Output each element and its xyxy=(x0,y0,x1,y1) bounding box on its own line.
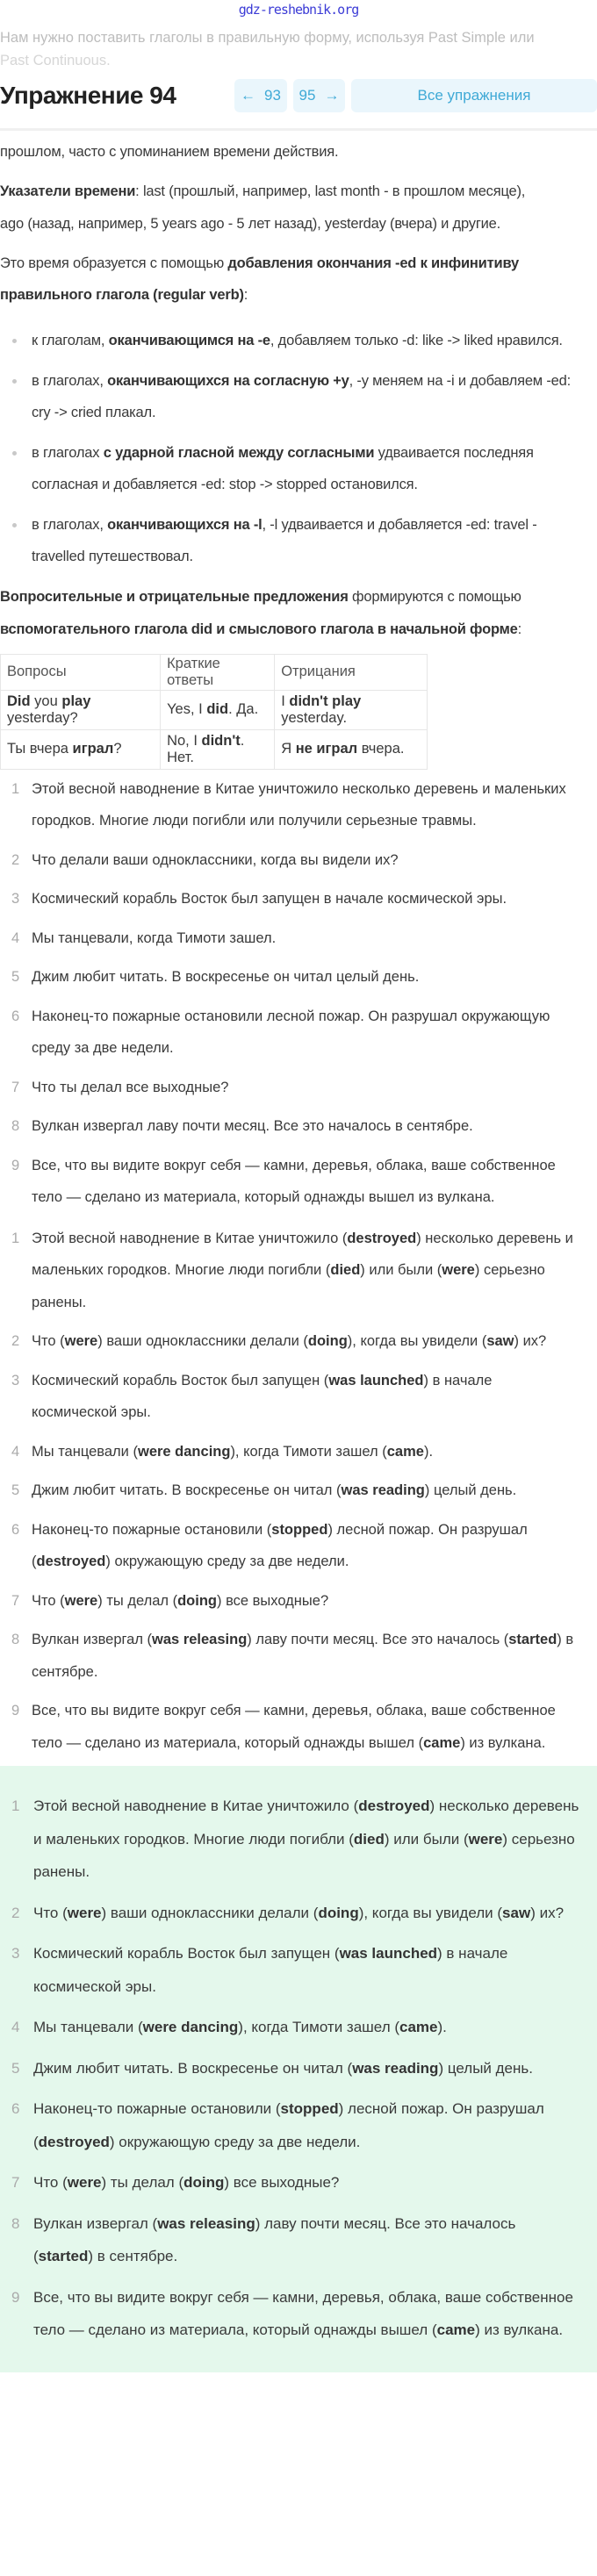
bold-text: came xyxy=(399,2019,438,2035)
task-item xyxy=(0,773,597,837)
task-item xyxy=(0,1001,597,1065)
text-segment: Это время образуется с помощью xyxy=(0,255,228,271)
item-number: 7 xyxy=(11,1592,20,1609)
text-segment: ) ваши одноклассники делали ( xyxy=(97,1333,308,1349)
exercise-intro: Нам нужно поставить глаголы в правильную форму, используя Past Simple или xyxy=(0,30,535,46)
item-text xyxy=(33,2100,544,2150)
text-segment: ) в сентябре. xyxy=(88,2248,178,2264)
task-item xyxy=(0,844,597,877)
answer-item xyxy=(0,1695,597,1759)
text-segment: ) ты делал ( xyxy=(97,1592,178,1609)
bold-text: were dancing xyxy=(137,1443,231,1460)
answer-item xyxy=(0,1436,597,1468)
text-segment: в глаголах, xyxy=(32,372,108,389)
task-item xyxy=(0,961,597,994)
text-segment: ) лесной пожар. Он разрушал ( xyxy=(33,2100,544,2150)
bold-text: вспомогательного глагола did и смыслового глагола в начальной форме xyxy=(0,621,518,637)
text-segment: ) лаву почти месяц. Все это началось ( xyxy=(33,2214,516,2264)
answer-item xyxy=(0,1475,597,1507)
bold-text: destroyed xyxy=(347,1230,417,1246)
bold-text: doing xyxy=(318,1904,359,1921)
item-text xyxy=(32,1632,573,1680)
bold-text: didn't play xyxy=(289,692,362,709)
bold-text: Указатели времени xyxy=(0,183,136,199)
text-segment: ) в сентябре. xyxy=(32,1632,574,1680)
text-segment: ) или были ( xyxy=(384,1830,469,1848)
item-text xyxy=(32,1008,550,1057)
questions-rule xyxy=(0,581,597,614)
table-cell xyxy=(275,690,428,729)
text-segment: Наконец-то пожарные остановили лесной пожар. Он разрушал окружающую среду за две недели. xyxy=(32,1008,550,1056)
text-segment: Вулкан извергал ( xyxy=(32,1632,153,1647)
bold-text: оканчивающимся на -e xyxy=(108,333,270,348)
bold-text: started xyxy=(38,2248,89,2264)
bold-text: оканчивающихся на -l xyxy=(107,516,263,533)
bold-text: were xyxy=(64,1333,98,1349)
bold-text: Вопросительные и отрицательные предложения xyxy=(0,588,349,605)
rule-bullet xyxy=(0,325,597,357)
item-number: 8 xyxy=(11,1118,20,1134)
item-number: 5 xyxy=(11,1482,20,1498)
column-header: Краткие ответы xyxy=(161,654,275,690)
text-segment: ), когда вы увидели ( xyxy=(358,1904,503,1921)
answer-item xyxy=(0,1514,597,1578)
text-segment: в глаголах xyxy=(32,444,104,461)
text-segment: Этой весной наводнение в Китае уничтожило ( xyxy=(33,1797,359,1814)
all-exercises-label: Все упражнения xyxy=(417,87,531,104)
rule-bullet xyxy=(0,509,597,573)
text-segment: ) лесной пожар. Он разрушал ( xyxy=(32,1521,528,1569)
column-header: Отрицания xyxy=(275,654,428,690)
item-text xyxy=(33,1905,564,1921)
item-number: 1 xyxy=(11,1797,20,1814)
item-number: 6 xyxy=(11,1521,20,1538)
item-text xyxy=(32,1703,556,1751)
answer-list-highlighted xyxy=(0,1790,597,2347)
bold-text: was launched xyxy=(328,1372,424,1388)
item-text xyxy=(32,1158,556,1206)
text-segment: : xyxy=(243,287,248,303)
text-segment: к глаголам, xyxy=(32,333,109,348)
bold-text: не играл xyxy=(295,741,358,757)
item-number: 4 xyxy=(11,2019,20,2035)
header-divider xyxy=(0,128,597,131)
bold-text: came xyxy=(386,1443,424,1460)
answer-item xyxy=(0,2166,597,2199)
text-segment: No, I xyxy=(167,732,202,749)
text-segment: ) лаву почти месяц. Все это началось ( xyxy=(247,1632,509,1647)
item-text xyxy=(32,1231,573,1310)
bold-text: Did xyxy=(7,692,31,709)
item-text xyxy=(32,969,419,985)
text-segment: Все, что вы видите вокруг себя — камни, деревья, облака, ваше собственное тело — сделано из материала, который однажды вышел ( xyxy=(33,2288,573,2338)
table-cell xyxy=(161,690,275,729)
text-segment: Джим любит читать. В воскресенье он читал целый день. xyxy=(32,969,420,985)
text-segment: , добавляем только -d: like -> liked нравился. xyxy=(270,333,563,348)
answer-item xyxy=(0,1624,597,1688)
answer-item xyxy=(0,1585,597,1618)
answer-item xyxy=(0,2207,597,2273)
answer-box xyxy=(0,1766,597,2372)
item-text xyxy=(32,1593,328,1609)
item-text xyxy=(33,2215,515,2265)
table-row xyxy=(1,729,428,769)
text-segment: ) целый день. xyxy=(424,1482,517,1498)
time-markers-cont: ago (назад, например, 5 years ago - 5 лет назад), yesterday (вчера) и другие. xyxy=(0,216,501,232)
text-segment: . Нет. xyxy=(167,732,245,765)
bold-text: were dancing xyxy=(142,2019,239,2035)
prev-exercise-button[interactable] xyxy=(234,79,287,112)
text-segment: вчера. xyxy=(357,741,405,757)
text-segment: ? xyxy=(113,741,122,757)
text-segment: ) окружающую среду за две недели. xyxy=(105,1553,349,1569)
text-segment: , -l удваивается и добавляется -ed: travel - travelled путешествовал. xyxy=(32,516,537,564)
text-segment: I xyxy=(281,692,290,709)
item-text xyxy=(32,1333,546,1349)
item-text xyxy=(32,930,276,946)
text-segment: you xyxy=(30,692,62,709)
text-segment: Этой весной наводнение в Китае уничтожило ( xyxy=(32,1230,348,1246)
bold-text: правильного глагола (regular verb) xyxy=(0,287,244,303)
task-item xyxy=(0,1072,597,1104)
text-segment: ) серьезно ранены. xyxy=(33,1830,575,1880)
item-text xyxy=(33,2019,447,2035)
text-segment: Что ты делал все выходные? xyxy=(32,1079,229,1095)
bold-text: died xyxy=(353,1830,385,1848)
next-exercise-label: 95 xyxy=(298,87,316,104)
item-number: 5 xyxy=(11,969,20,985)
text-segment: удваивается последняя согласная и добавляется -ed: stop -> stopped остановился. xyxy=(32,444,534,492)
item-text xyxy=(32,852,399,868)
text-segment: Yes, I xyxy=(167,701,207,717)
item-text xyxy=(33,1797,579,1880)
rule-bullet xyxy=(0,437,597,501)
rule-bullet xyxy=(0,365,597,429)
text-segment: Наконец-то пожарные остановили ( xyxy=(32,1521,272,1538)
text-segment: Наконец-то пожарные остановили ( xyxy=(33,2100,281,2117)
item-text xyxy=(33,2060,533,2077)
item-number: 9 xyxy=(11,1703,20,1719)
text-segment: ) из вулкана. xyxy=(475,2321,564,2338)
text-segment: Космический корабль Восток был запущен ( xyxy=(33,1945,340,1962)
text-segment: в глаголах, xyxy=(32,516,108,533)
item-number: 7 xyxy=(11,1079,20,1095)
bold-text: started xyxy=(508,1632,557,1647)
text-segment: ) из вулкана. xyxy=(460,1734,546,1751)
bold-text: destroyed xyxy=(36,1553,106,1569)
next-exercise-button[interactable] xyxy=(293,79,345,112)
time-markers xyxy=(0,176,597,208)
task-item xyxy=(0,1110,597,1143)
task-item xyxy=(0,1150,597,1214)
item-number: 3 xyxy=(11,1372,20,1388)
text-segment: Мы танцевали ( xyxy=(33,2019,143,2035)
text-segment: Все, что вы видите вокруг себя — камни, деревья, облака, ваше собственное тело — сделано из материала, который однажды вышел из вулкана. xyxy=(32,1157,556,1205)
content xyxy=(0,136,597,2372)
bold-text: destroyed xyxy=(38,2133,110,2150)
answer-list xyxy=(0,1223,597,1760)
answer-item xyxy=(0,1897,597,1930)
table-cell xyxy=(275,729,428,769)
item-number: 3 xyxy=(11,891,20,907)
rule-bullets xyxy=(0,325,597,573)
item-number: 3 xyxy=(11,1945,20,1962)
item-number: 6 xyxy=(11,1008,20,1024)
text-segment: Вулкан извергал ( xyxy=(33,2214,158,2232)
arrow-right-icon: → xyxy=(324,87,340,104)
item-number: 9 xyxy=(11,1157,20,1173)
text-segment: : xyxy=(517,621,521,637)
text-segment: ) их? xyxy=(514,1333,547,1349)
text-segment: ) целый день. xyxy=(438,2059,533,2077)
bold-text: were xyxy=(468,1830,503,1848)
item-text xyxy=(32,1522,528,1570)
formation-paragraph xyxy=(0,248,597,311)
item-number: 4 xyxy=(11,929,20,946)
formation-rule-cont xyxy=(0,279,597,311)
answer-item xyxy=(0,2281,597,2347)
text-segment: Что ( xyxy=(33,1904,68,1921)
text-segment: . Да. xyxy=(228,701,259,717)
text-segment: Ты вчера xyxy=(7,741,73,757)
bold-text: were xyxy=(67,2174,102,2191)
item-number: 8 xyxy=(11,1632,20,1647)
formation-rule xyxy=(0,248,597,279)
bold-text: destroyed xyxy=(358,1797,430,1814)
bold-text: was reading xyxy=(352,2059,439,2077)
text-segment: ) серьезно ранены. xyxy=(32,1262,545,1310)
text-segment: , -y меняем на -i и добавляем -ed: cry -> cried плакал. xyxy=(32,372,571,420)
item-text xyxy=(32,891,507,907)
bold-text: play xyxy=(61,692,91,709)
table-cell xyxy=(161,729,275,769)
task-list xyxy=(0,773,597,1214)
text-segment: ), когда Тимоти зашел ( xyxy=(238,2019,399,2035)
questions-paragraph xyxy=(0,581,597,646)
page-title: Упражнение 94 xyxy=(0,82,176,109)
answer-item xyxy=(0,1365,597,1429)
text-segment: ), когда Тимоти зашел ( xyxy=(230,1443,387,1460)
text-segment: ) ты делал ( xyxy=(101,2174,184,2191)
text-segment: Этой весной наводнение в Китае уничтожило несколько деревень и маленьких городков. Многие люди погибли или получили серьезные травмы. xyxy=(32,780,566,829)
time-markers-paragraph xyxy=(0,176,597,240)
text-segment: Что ( xyxy=(32,1592,65,1609)
text-segment: ) или были ( xyxy=(360,1262,442,1278)
bold-text: was releasing xyxy=(152,1632,248,1647)
item-number: 5 xyxy=(11,2059,20,2077)
text-segment: Все, что вы видите вокруг себя — камни, деревья, облака, ваше собственное тело — сделано из материала, который однажды вышел ( xyxy=(32,1703,556,1751)
text-segment: Мы танцевали, когда Тимоти зашел. xyxy=(32,929,277,946)
bold-text: stopped xyxy=(280,2100,339,2117)
item-number: 1 xyxy=(11,780,20,797)
bold-text: играл xyxy=(72,741,114,757)
table-row xyxy=(1,690,428,729)
exercise-intro-cut: Past Continuous. xyxy=(0,53,111,68)
item-text xyxy=(32,781,566,829)
theory-line: прошлом, часто с упоминанием времени действия. xyxy=(0,144,339,160)
task-item xyxy=(0,922,597,955)
item-number: 2 xyxy=(11,851,20,868)
site-logo-link[interactable]: gdz-reshebnik.org xyxy=(238,2,359,18)
bold-text: stopped xyxy=(271,1521,328,1538)
bold-text: were xyxy=(442,1262,475,1278)
task-item xyxy=(0,883,597,915)
text-segment: формируются с помощью xyxy=(348,588,521,605)
did-table xyxy=(0,654,428,770)
answer-item xyxy=(0,2011,597,2044)
item-text xyxy=(33,1945,507,1995)
bold-text: came xyxy=(436,2321,476,2338)
answer-item xyxy=(0,1790,597,1889)
text-segment: ). xyxy=(423,1443,434,1460)
text-segment: ) все выходные? xyxy=(224,2174,340,2191)
item-number: 1 xyxy=(11,1230,20,1246)
bold-text: did xyxy=(206,701,229,717)
text-segment: Мы танцевали ( xyxy=(32,1443,138,1460)
bold-text: was launched xyxy=(339,1945,438,1962)
text-segment: ) все выходные? xyxy=(217,1592,329,1609)
text-segment: Я xyxy=(281,741,296,757)
column-header: Вопросы xyxy=(1,654,161,690)
arrow-left-icon: ← xyxy=(241,87,256,104)
item-number: 2 xyxy=(11,1333,20,1349)
answer-item xyxy=(0,1223,597,1319)
item-text xyxy=(33,2289,573,2339)
item-number: 4 xyxy=(11,1443,20,1460)
item-number: 8 xyxy=(11,2214,20,2232)
text-segment: Космический корабль Восток был запущен ( xyxy=(32,1372,329,1388)
table-cell xyxy=(1,690,161,729)
text-segment: ) ваши одноклассники делали ( xyxy=(101,1904,319,1921)
bold-text: saw xyxy=(486,1333,514,1349)
bold-text: was releasing xyxy=(157,2214,255,2232)
text-segment: Джим любит читать. В воскресенье он читал ( xyxy=(32,1482,342,1498)
text-segment: Что ( xyxy=(33,2174,68,2191)
bold-text: came xyxy=(423,1734,461,1751)
bold-text: добавления окончания -ed к инфинитиву xyxy=(227,255,519,271)
text-segment: ) несколько деревень и маленьких городков. Многие люди погибли ( xyxy=(32,1230,573,1278)
text-segment: Что ( xyxy=(32,1333,65,1349)
text-segment: ) окружающую среду за две недели. xyxy=(109,2133,361,2150)
bold-text: was reading xyxy=(341,1482,425,1498)
bold-text: saw xyxy=(502,1904,531,1921)
bold-text: doing xyxy=(183,2174,225,2191)
item-number: 9 xyxy=(11,2288,20,2306)
text-segment: yesterday? xyxy=(7,709,78,726)
bold-text: doing xyxy=(307,1333,348,1349)
text-segment: ) их? xyxy=(530,1904,565,1921)
item-number: 6 xyxy=(11,2100,20,2117)
item-text xyxy=(32,1373,492,1421)
bold-text: оканчивающихся на согласную +y xyxy=(107,372,349,389)
bold-text: were xyxy=(67,1904,102,1921)
table-cell xyxy=(1,729,161,769)
item-text xyxy=(32,1080,228,1095)
text-segment: Космический корабль Восток был запущен в начале космической эры. xyxy=(32,891,507,907)
answer-item xyxy=(0,1937,597,2003)
text-segment: Джим любит читать. В воскресенье он читал ( xyxy=(33,2059,353,2077)
bold-text: с ударной гласной между согласными xyxy=(103,444,375,461)
answer-item xyxy=(0,2092,597,2158)
text-segment: ) в начале космической эры. xyxy=(32,1372,493,1420)
item-text xyxy=(32,1118,473,1134)
table-header-row xyxy=(1,654,428,690)
item-number: 2 xyxy=(11,1904,20,1921)
item-number: 7 xyxy=(11,2174,20,2191)
answer-item xyxy=(0,2052,597,2085)
bold-text: didn't xyxy=(201,732,241,749)
bold-text: died xyxy=(330,1262,361,1278)
prev-exercise-label: 93 xyxy=(264,87,281,104)
text-segment: yesterday. xyxy=(281,709,348,726)
text-segment: : last (прошлый, например, last month - в прошлом месяце), xyxy=(135,183,526,199)
bold-text: doing xyxy=(177,1592,217,1609)
text-segment: Что делали ваши одноклассники, когда вы видели их? xyxy=(32,851,399,868)
text-segment: ), когда вы увидели ( xyxy=(347,1333,487,1349)
text-segment: Вулкан извергал лаву почти месяц. Все это началось в сентябре. xyxy=(32,1118,473,1134)
item-text xyxy=(32,1482,516,1498)
all-exercises-button[interactable] xyxy=(351,79,597,112)
text-segment: ). xyxy=(437,2019,447,2035)
item-text xyxy=(32,1444,433,1460)
text-segment: ) несколько деревень и маленьких городков. Многие люди погибли ( xyxy=(33,1797,579,1848)
questions-rule-cont xyxy=(0,614,597,646)
answer-item xyxy=(0,1325,597,1358)
item-text xyxy=(33,2174,339,2191)
bold-text: were xyxy=(64,1592,98,1609)
text-segment: ) в начале космической эры. xyxy=(33,1945,508,1995)
